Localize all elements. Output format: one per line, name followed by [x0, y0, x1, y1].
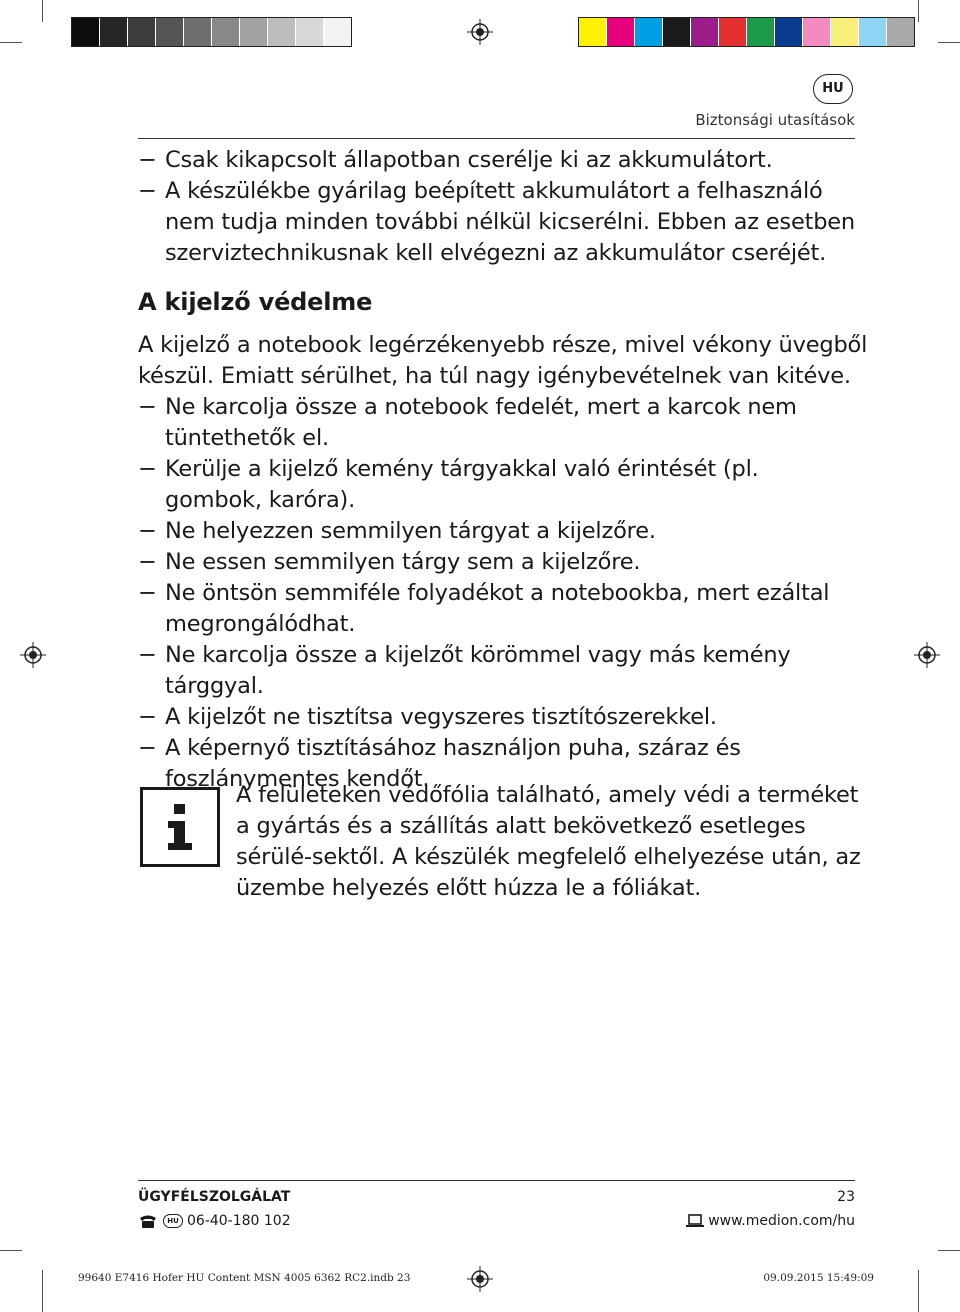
footer-title: ÜGYFÉLSZOLGÁLAT — [138, 1189, 291, 1205]
info-note: A felületeken védőfólia található, amely védi a terméket a gyártás és a szállítás alatt bekövetkező esetleges sérülé-sektől. A készülék megfelelő elhelyezése után, az üzembe helyezés előtt húzza le a fóliákat. — [236, 782, 861, 901]
list-item — [138, 702, 858, 733]
color-swatch — [691, 18, 718, 46]
list-item-text: Csak kikapcsolt állapotban cserélje ki az akkumulátort. — [165, 147, 773, 173]
color-swatch — [663, 18, 690, 46]
color-swatch — [887, 18, 914, 46]
list-item-text: Ne karcolja össze a notebook fedelét, mert a karcok nem tüntethetők el. — [165, 394, 797, 451]
website-link[interactable]: www.medion.com/hu — [708, 1213, 855, 1229]
footer-website — [686, 1213, 855, 1229]
dash-marker: − — [138, 704, 157, 730]
laptop-icon — [686, 1214, 704, 1228]
section-heading: A kijelző védelme — [138, 288, 373, 316]
header-divider — [138, 138, 855, 139]
color-swatch — [184, 18, 211, 46]
dash-marker: − — [138, 456, 157, 482]
intro-bullet-list — [138, 145, 858, 269]
color-swatch — [296, 18, 323, 46]
list-item-text: Ne essen semmilyen tárgy sem a kijelzőre. — [165, 549, 641, 575]
crop-mark — [938, 42, 960, 43]
list-item — [138, 547, 858, 578]
color-swatch — [859, 18, 886, 46]
dash-marker: − — [138, 735, 157, 761]
footer-divider — [138, 1180, 855, 1181]
phone-icon — [138, 1213, 158, 1229]
color-swatch — [775, 18, 802, 46]
crop-mark — [918, 0, 919, 22]
print-slug-timestamp: 09.09.2015 15:49:09 — [763, 1272, 874, 1284]
color-swatch — [831, 18, 858, 46]
color-swatch — [240, 18, 267, 46]
print-slug-file: 99640 E7416 Hofer HU Content MSN 4005 6362 RC2.indb 23 — [78, 1272, 411, 1284]
color-swatch — [324, 18, 351, 46]
color-swatch — [579, 18, 606, 46]
language-badge: HU — [813, 74, 853, 104]
list-item-text: A készülékbe gyárilag beépített akkumulátort a felhasználó nem tudja minden további nélkül kicserélni. Ebben az esetben szerviztechnikusnak kell elvégezni az akkumulátor cseréjét. — [165, 178, 855, 266]
color-swatch — [747, 18, 774, 46]
list-item — [138, 578, 858, 640]
dash-marker: − — [138, 147, 157, 173]
dash-marker: − — [138, 394, 157, 420]
protection-bullet-list — [138, 392, 858, 795]
phone-country-badge: HU — [163, 1214, 183, 1228]
color-swatch — [719, 18, 746, 46]
list-item-text: Ne öntsön semmiféle folyadékot a notebookba, mert ezáltal megrongálódhat. — [165, 580, 830, 637]
color-swatch — [607, 18, 634, 46]
section-label: Biztonsági utasítások — [695, 111, 855, 129]
info-icon — [140, 787, 220, 867]
list-item — [138, 392, 858, 454]
list-item — [138, 176, 858, 269]
color-swatch — [128, 18, 155, 46]
color-swatch — [72, 18, 99, 46]
color-bar-grayscale — [71, 17, 352, 47]
crop-mark — [938, 1250, 960, 1251]
color-bar-process — [578, 17, 915, 47]
list-item-text: Kerülje a kijelző kemény tárgyakkal való érintését (pl. gombok, karóra). — [165, 456, 759, 513]
crop-mark — [42, 0, 43, 22]
crop-mark — [918, 1270, 919, 1312]
page-number: 23 — [837, 1189, 855, 1205]
color-swatch — [100, 18, 127, 46]
body-paragraph: A kijelző a notebook legérzékenyebb része, mivel vékony üvegből készül. Emiatt sérülhet, ha túl nagy igénybevételnek van kitéve. — [138, 332, 868, 389]
crop-mark — [0, 1250, 22, 1251]
dash-marker: − — [138, 642, 157, 668]
list-item — [138, 640, 858, 702]
dash-marker: − — [138, 580, 157, 606]
list-item — [138, 145, 858, 176]
color-swatch — [156, 18, 183, 46]
color-swatch — [212, 18, 239, 46]
color-swatch — [635, 18, 662, 46]
list-item-text: Ne helyezzen semmilyen tárgyat a kijelzőre. — [165, 518, 656, 544]
crop-mark — [42, 1270, 43, 1312]
list-item-text: A kijelzőt ne tisztítsa vegyszeres tisztítószerekkel. — [165, 704, 717, 730]
registration-mark-icon — [20, 642, 46, 668]
crop-mark — [0, 42, 22, 43]
registration-mark-icon — [467, 1266, 493, 1292]
list-item — [138, 516, 858, 547]
list-item-text: A képernyő tisztításához használjon puha, száraz és foszlánymentes kendőt. — [165, 735, 741, 792]
registration-mark-icon — [914, 642, 940, 668]
list-item-text: Ne karcolja össze a kijelzőt körömmel vagy más kemény tárggyal. — [165, 642, 791, 699]
footer-phone — [138, 1213, 291, 1229]
phone-number: 06-40-180 102 — [187, 1213, 291, 1229]
dash-marker: − — [138, 549, 157, 575]
list-item — [138, 454, 858, 516]
dash-marker: − — [138, 178, 157, 204]
color-swatch — [268, 18, 295, 46]
dash-marker: − — [138, 518, 157, 544]
registration-mark-icon — [467, 19, 493, 45]
color-swatch — [803, 18, 830, 46]
